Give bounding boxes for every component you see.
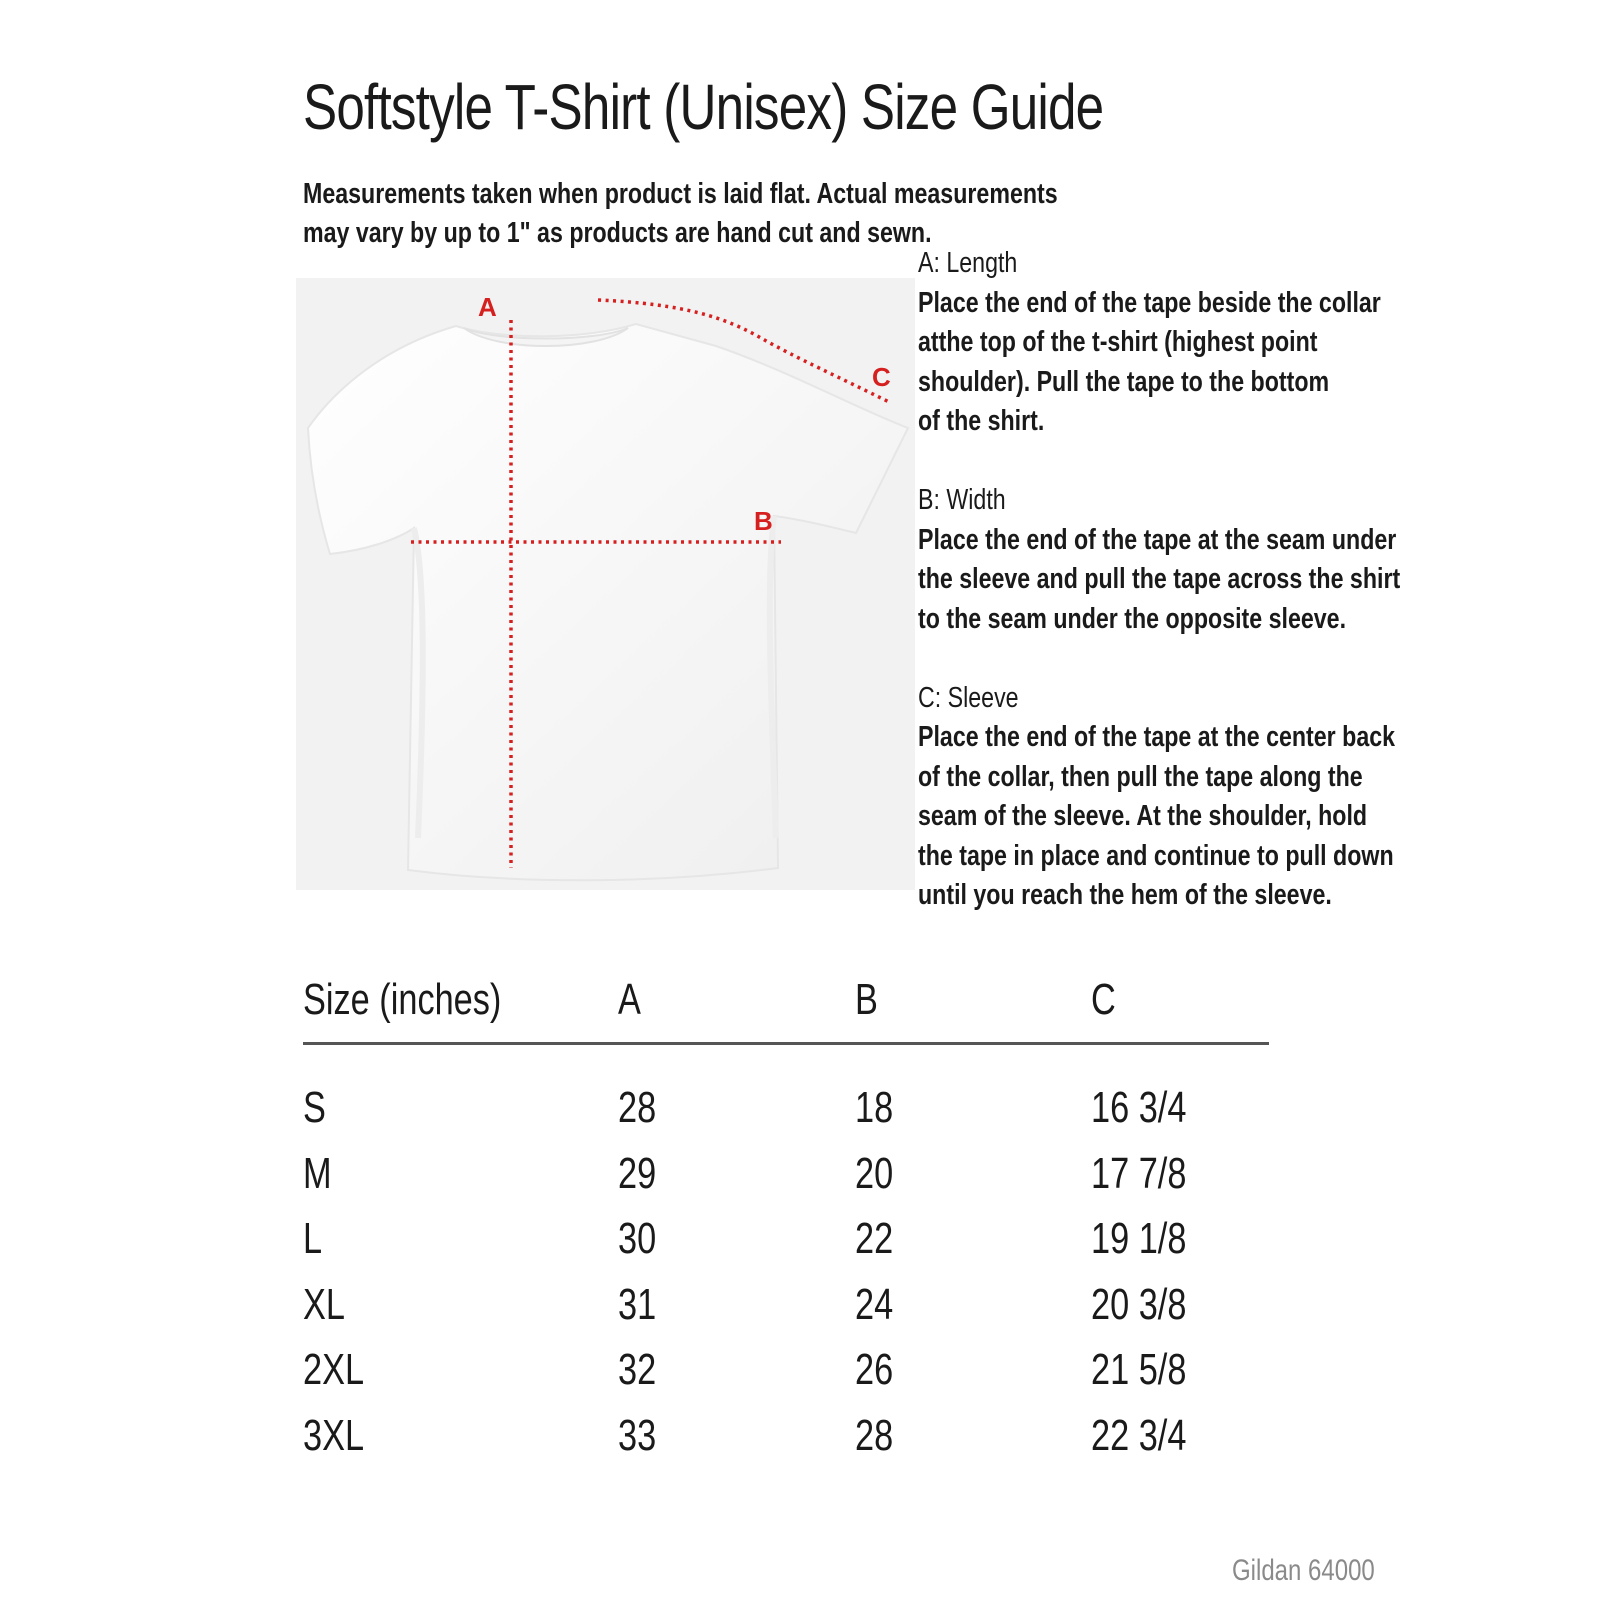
header-c: C: [1091, 975, 1116, 1024]
cell-b: 20: [855, 1148, 894, 1198]
intro-note: [303, 175, 1058, 253]
guide-sleeve: [918, 679, 1396, 916]
table-row: [303, 1345, 1269, 1411]
guide-line: Place the end of the tape beside the collar: [918, 286, 1381, 319]
table-header-row: [303, 975, 1269, 1035]
guide-line: of the collar, then pull the tape along the: [918, 760, 1363, 793]
cell-size: 3XL: [303, 1410, 365, 1460]
cell-size: L: [303, 1214, 323, 1263]
table-row: [303, 1411, 1269, 1477]
product-code: Gildan 64000: [1232, 1554, 1375, 1587]
guide-line: of the shirt.: [918, 405, 1045, 437]
guide-line: shoulder). Pull the tape to the bottom: [918, 365, 1330, 398]
cell-b: 22: [855, 1214, 894, 1263]
table-row: [303, 1083, 1269, 1149]
cell-b: 26: [855, 1345, 894, 1394]
intro-line: Measurements taken when product is laid flat. Actual measurements: [303, 178, 1058, 210]
size-table: [303, 975, 1269, 1476]
guide-line: Place the end of the tape at the center back: [918, 721, 1396, 753]
guide-line: Place the end of the tape at the seam under: [918, 523, 1397, 556]
measurement-guide: [918, 244, 1401, 955]
cell-a: 33: [618, 1410, 657, 1460]
cell-c: 21 5/8: [1091, 1345, 1187, 1394]
cell-a: 30: [618, 1214, 657, 1263]
guide-length: [918, 244, 1381, 442]
cell-a: 31: [618, 1279, 657, 1329]
intro-line: may vary by up to 1" as products are hand cut and sewn.: [303, 217, 932, 249]
table-divider: [303, 1042, 1269, 1045]
cell-size: M: [303, 1148, 332, 1198]
guide-heading: C: Sleeve: [918, 681, 1019, 714]
cell-size: S: [303, 1083, 326, 1132]
guide-width: [918, 481, 1401, 639]
cell-b: 28: [855, 1410, 894, 1460]
guide-line: until you reach the hem of the sleeve.: [918, 879, 1332, 911]
cell-a: 29: [618, 1148, 657, 1198]
table-row: [303, 1149, 1269, 1215]
guide-line: seam of the sleeve. At the shoulder, hold: [918, 800, 1368, 832]
guide-line: to the seam under the opposite sleeve.: [918, 602, 1347, 635]
label-b: B: [754, 506, 773, 536]
cell-c: 17 7/8: [1091, 1148, 1187, 1198]
label-a: A: [478, 292, 497, 322]
cell-size: 2XL: [303, 1345, 365, 1394]
header-a: A: [618, 975, 641, 1024]
tshirt-shape: [308, 324, 908, 880]
cell-c: 22 3/4: [1091, 1410, 1187, 1460]
table-row: [303, 1214, 1269, 1280]
header-b: B: [855, 975, 878, 1024]
tshirt-illustration: [296, 278, 915, 890]
label-c: C: [872, 362, 891, 392]
cell-c: 16 3/4: [1091, 1083, 1187, 1132]
cell-b: 18: [855, 1083, 894, 1132]
header-size: Size (inches): [303, 975, 502, 1024]
cell-a: 28: [618, 1083, 657, 1132]
table-row: [303, 1280, 1269, 1346]
cell-b: 24: [855, 1279, 894, 1329]
guide-heading: B: Width: [918, 484, 1006, 516]
guide-line: the tape in place and continue to pull down: [918, 839, 1394, 872]
page-title: Softstyle T-Shirt (Unisex) Size Guide: [303, 71, 1104, 143]
tshirt-diagram: [296, 278, 915, 890]
cell-a: 32: [618, 1345, 657, 1394]
guide-line: atthe top of the t-shirt (highest point: [918, 326, 1318, 358]
cell-c: 19 1/8: [1091, 1214, 1187, 1263]
guide-line: the sleeve and pull the tape across the shirt: [918, 563, 1401, 595]
cell-size: XL: [303, 1279, 345, 1329]
cell-c: 20 3/8: [1091, 1279, 1187, 1329]
guide-heading: A: Length: [918, 247, 1018, 279]
